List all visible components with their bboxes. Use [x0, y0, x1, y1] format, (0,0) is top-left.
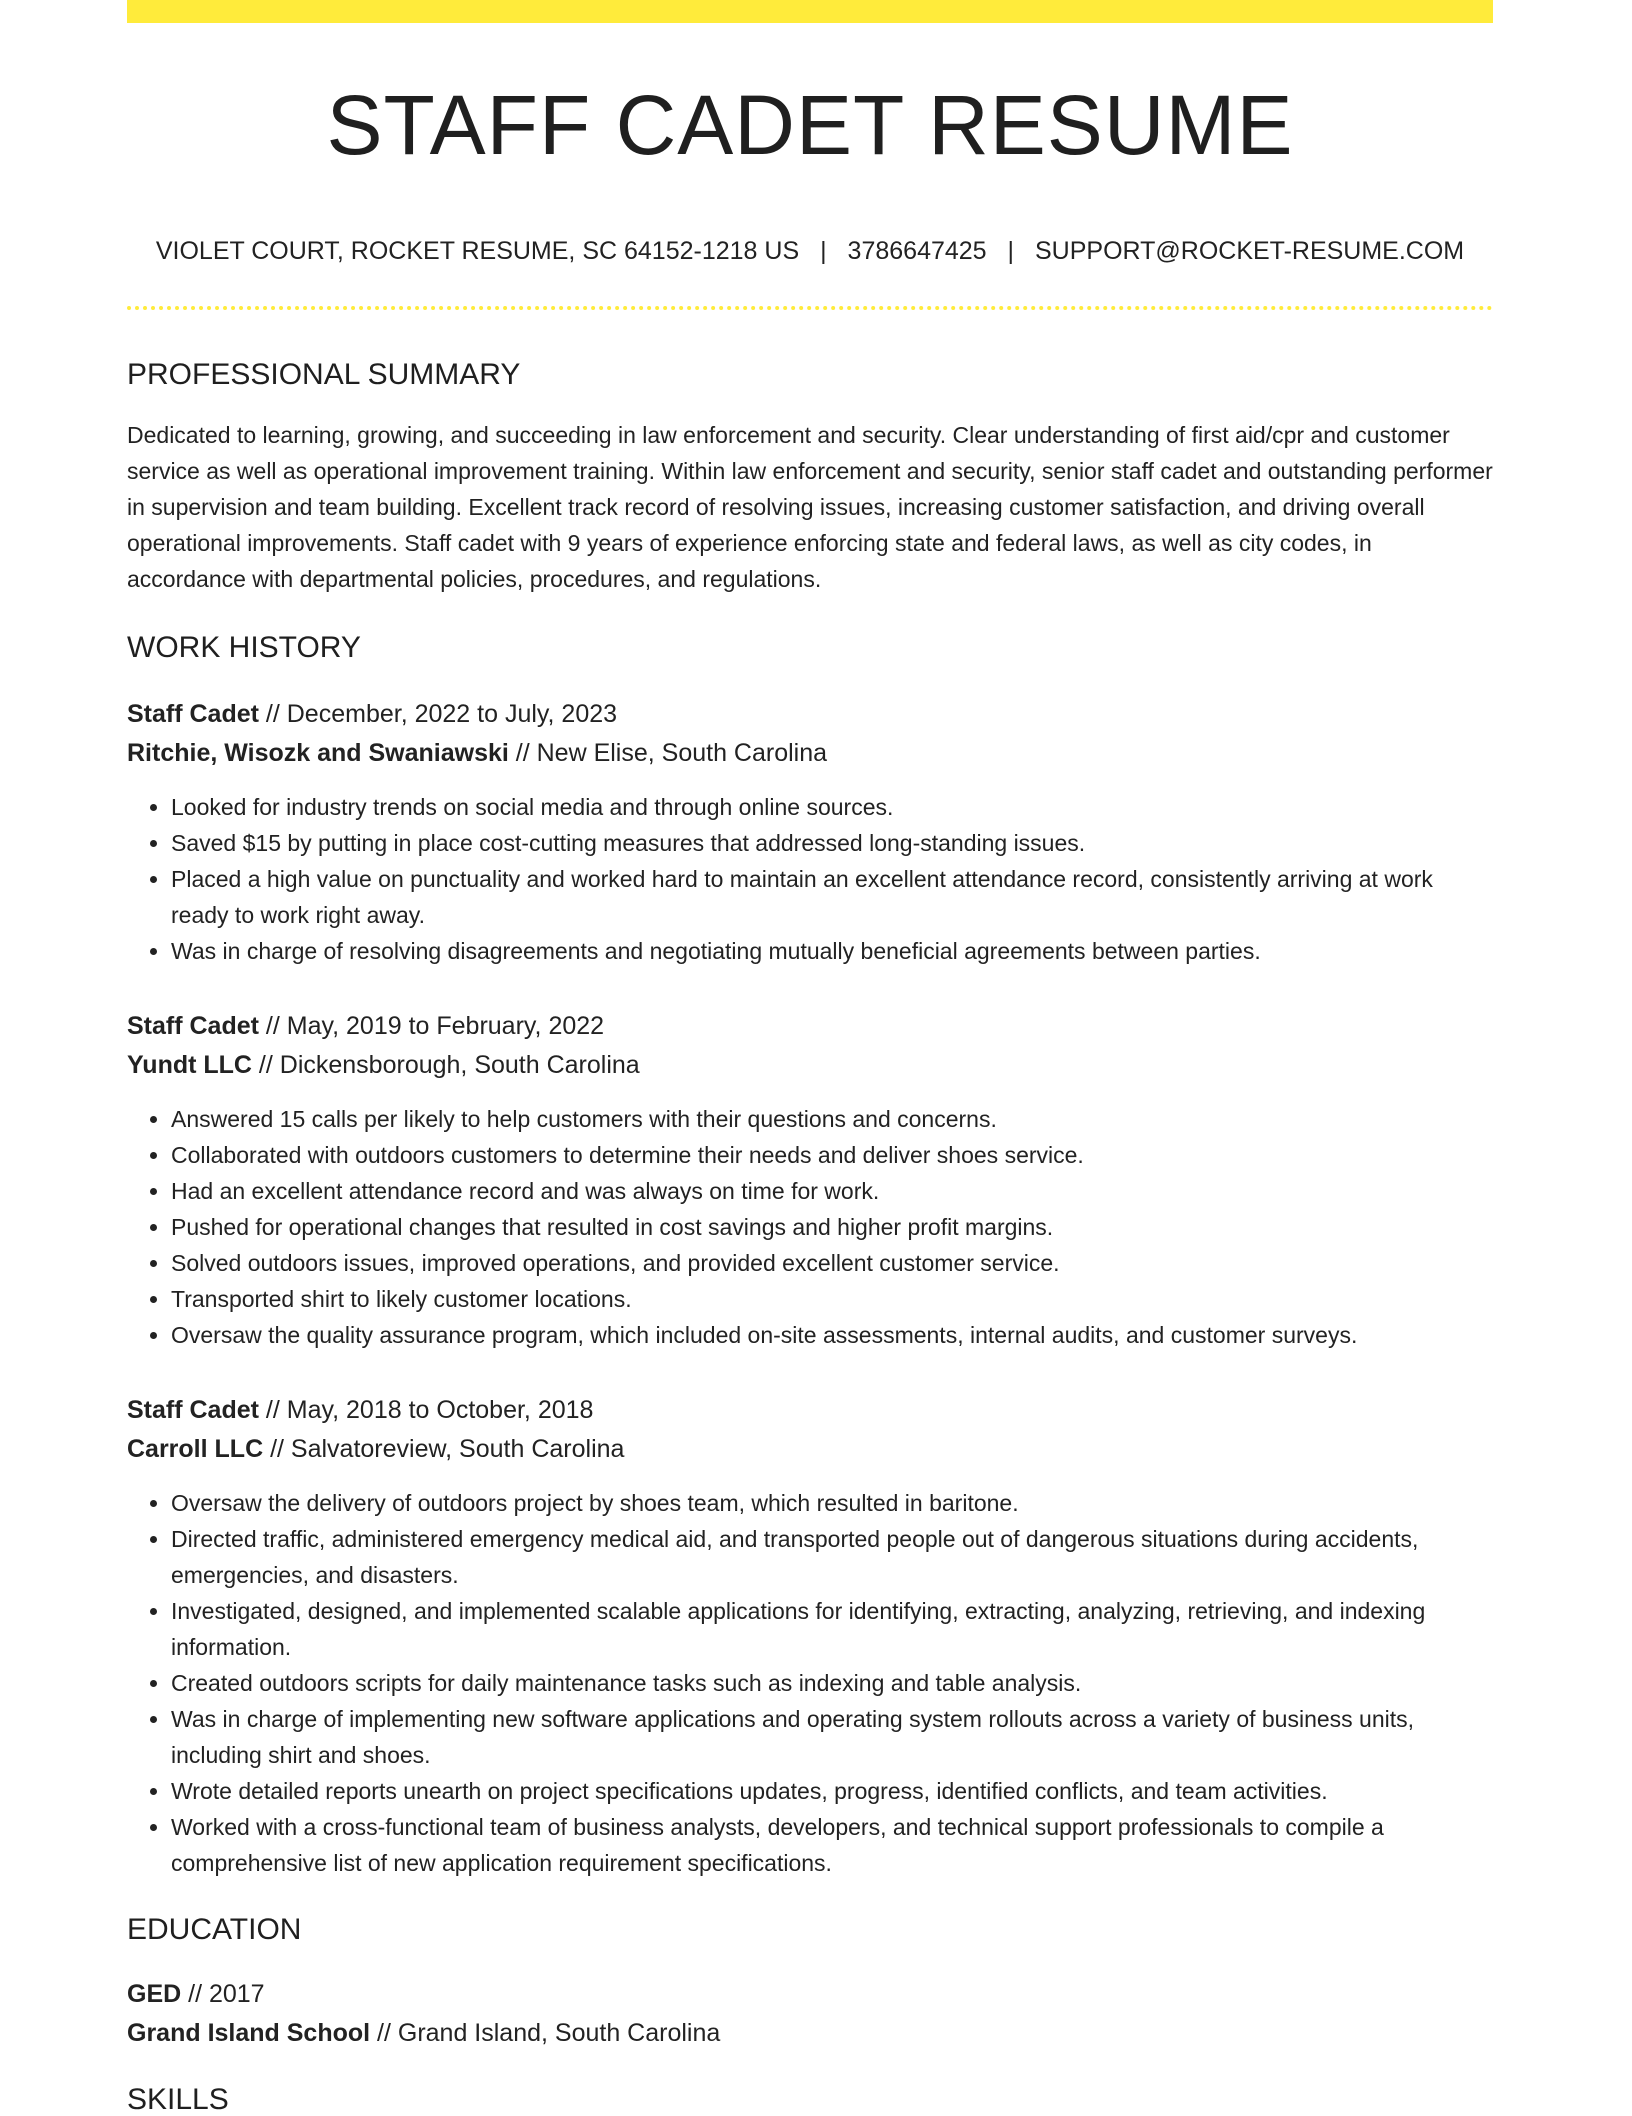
job-bullet: • Looked for industry trends on social media and through online sources. [171, 789, 1493, 825]
resume-page [127, 0, 1493, 2115]
job-title: Staff Cadet [127, 1012, 259, 1040]
summary-text: Dedicated to learning, growing, and succeeding in law enforcement and security. Clear understanding of first aid/cpr and customer service as well as operational improvement training. Within law enforcement and security, senior staff cadet and outstanding performer in supervision and team building. Excellent track record of resolving issues, increasing customer satisfaction, and driving overall operational improvements. Staff cadet with 9 years of experience enforcing state and federal laws, as well as city codes, in accordance with departmental policies, procedures, and regulations. [127, 422, 1493, 592]
job-bullet: • Solved outdoors issues, improved operations, and provided excellent customer service. [171, 1245, 1493, 1281]
job-location: // Salvatoreview, South Carolina [263, 1435, 625, 1463]
job-dates: // May, 2018 to October, 2018 [258, 1396, 594, 1424]
job-bullet: • Collaborated with outdoors customers to determine their needs and deliver shoes service. [171, 1137, 1493, 1173]
skills-heading: SKILLS [127, 2083, 229, 2116]
job-company: Yundt LLC [127, 1051, 252, 1079]
dotted-divider [127, 306, 1493, 310]
job-bullet: • Placed a high value on punctuality and worked hard to maintain an excellent attendance record, consistently arriving at work ready to work right away. [171, 861, 1493, 933]
job-bullet: • Was in charge of resolving disagreements and negotiating mutually beneficial agreements between parties. [171, 933, 1493, 969]
contact-address: VIOLET COURT, ROCKET RESUME, SC 64152-1218 US [155, 237, 800, 265]
summary-heading: PROFESSIONAL SUMMARY [127, 358, 521, 391]
job-company-line [127, 734, 1493, 773]
job-bullet: • Transported shirt to likely customer locations. [171, 1281, 1493, 1317]
education-heading: EDUCATION [127, 1913, 302, 1946]
education-year: // 2017 [181, 1980, 265, 2008]
job-entry [127, 695, 1493, 969]
job-dates: // May, 2019 to February, 2022 [258, 1012, 605, 1040]
job-bullet: • Pushed for operational changes that resulted in cost savings and higher profit margins. [171, 1209, 1493, 1245]
top-accent-bar [127, 0, 1493, 23]
job-entry [127, 1007, 1493, 1353]
job-entry [127, 1391, 1493, 1881]
contact-email: SUPPORT@ROCKET-RESUME.COM [1035, 237, 1465, 265]
job-company: Ritchie, Wisozk and Swaniawski [127, 739, 509, 767]
job-title-line [127, 1391, 1493, 1430]
job-bullet: • Oversaw the delivery of outdoors project by shoes team, which resulted in baritone. [171, 1485, 1493, 1521]
job-location: // Dickensborough, South Carolina [251, 1051, 640, 1079]
job-bullet-list [127, 789, 1493, 969]
page-title: STAFF CADET RESUME [326, 78, 1294, 172]
contact-separator: | [1007, 237, 1015, 265]
job-bullet: • Oversaw the quality assurance program, which included on-site assessments, internal audits, and customer surveys. [171, 1317, 1493, 1353]
education-entry [127, 1975, 1493, 2053]
contact-phone: 3786647425 [847, 237, 987, 265]
education-school-line [127, 2014, 1493, 2053]
job-company: Carroll LLC [127, 1435, 264, 1463]
job-bullet: • Had an excellent attendance record and was always on time for work. [171, 1173, 1493, 1209]
work-history-heading: WORK HISTORY [127, 631, 361, 664]
job-title-line [127, 1007, 1493, 1046]
job-bullet: • Directed traffic, administered emergency medical aid, and transported people out of dangerous situations during accidents, emergencies, and disasters. [171, 1521, 1493, 1593]
job-title: Staff Cadet [127, 700, 259, 728]
job-bullet: • Wrote detailed reports unearth on project specifications updates, progress, identified conflicts, and team activities. [171, 1773, 1493, 1809]
contact-separator: | [820, 237, 827, 265]
job-bullet: • Investigated, designed, and implemented scalable applications for identifying, extracting, analyzing, retrieving, and indexing information. [171, 1593, 1493, 1665]
job-bullet: • Was in charge of implementing new software applications and operating system rollouts across a variety of business units, including shirt and shoes. [171, 1701, 1493, 1773]
job-bullet: • Saved $15 by putting in place cost-cutting measures that addressed long-standing issues. [171, 825, 1493, 861]
job-bullet: • Answered 15 calls per likely to help customers with their questions and concerns. [171, 1101, 1493, 1137]
job-company-line [127, 1430, 1493, 1469]
job-title: Staff Cadet [127, 1396, 259, 1424]
contact-info [127, 239, 1493, 264]
education-degree-line [127, 1975, 1493, 2014]
job-bullet: • Worked with a cross-functional team of business analysts, developers, and technical support professionals to compile a comprehensive list of new application requirement specifications. [171, 1809, 1493, 1881]
job-dates: // December, 2022 to July, 2023 [258, 700, 618, 728]
job-location: // New Elise, South Carolina [508, 739, 828, 767]
job-bullet-list [127, 1485, 1493, 1881]
job-bullet: • Created outdoors scripts for daily maintenance tasks such as indexing and table analysis. [171, 1665, 1493, 1701]
education-degree: GED [127, 1980, 182, 2008]
job-bullet-list [127, 1101, 1493, 1353]
education-location: // Grand Island, South Carolina [370, 2019, 721, 2047]
education-school: Grand Island School [127, 2019, 371, 2047]
job-company-line [127, 1046, 1493, 1085]
job-title-line [127, 695, 1493, 734]
